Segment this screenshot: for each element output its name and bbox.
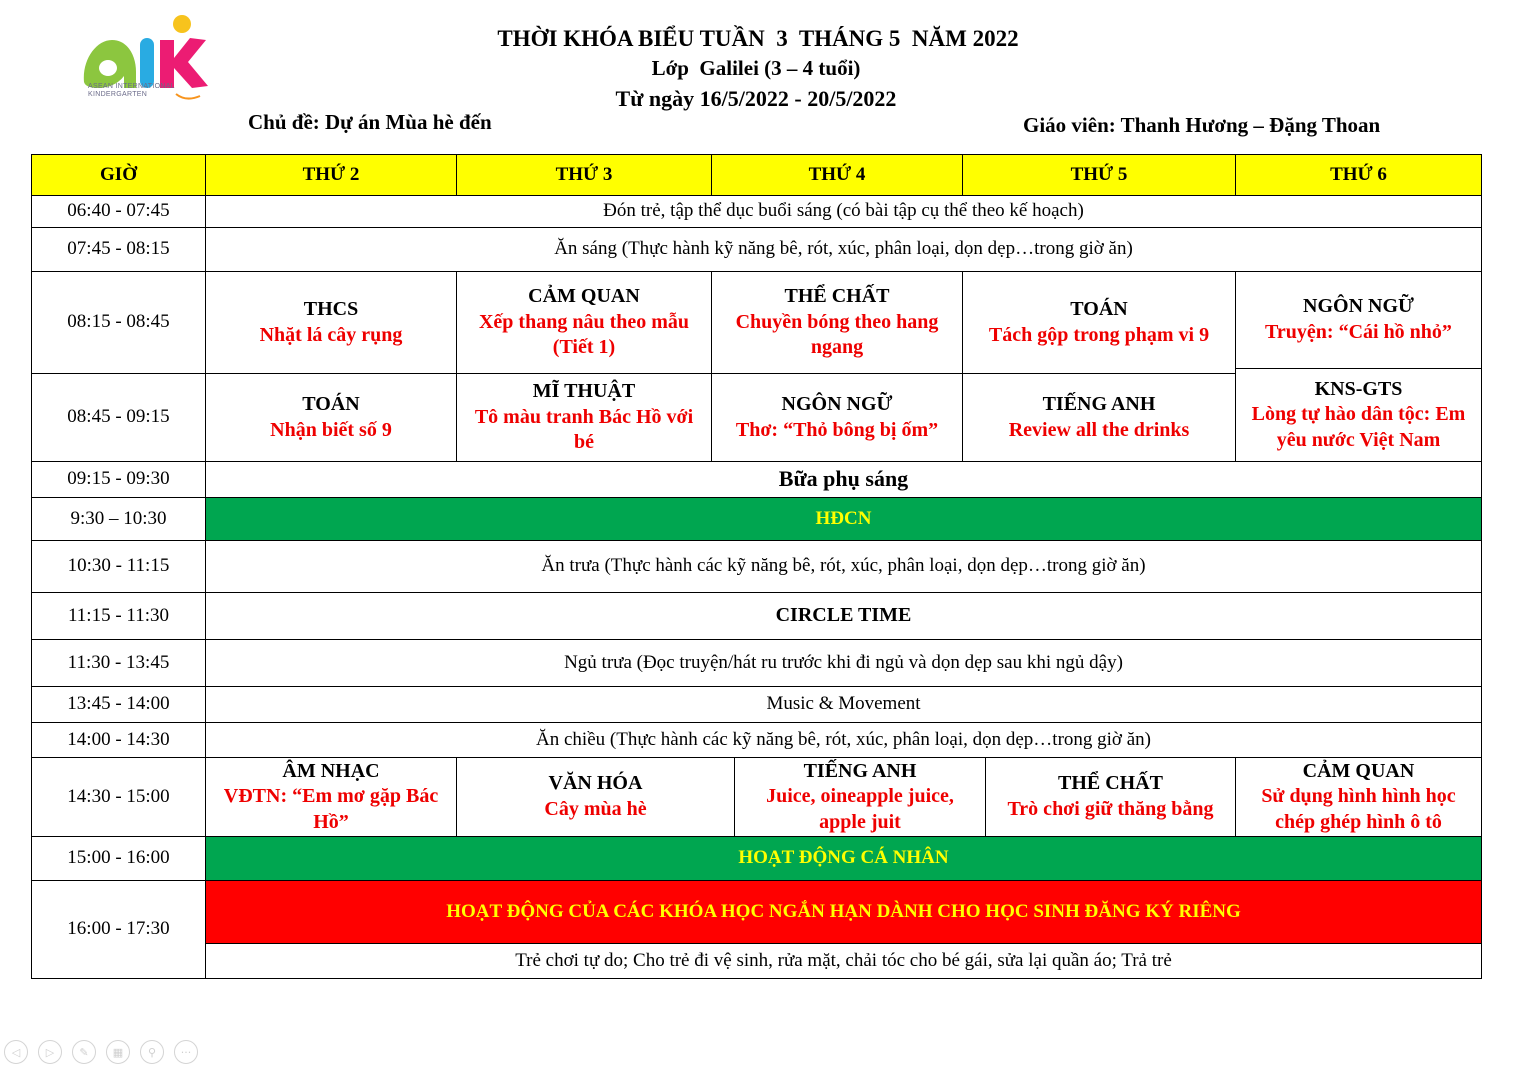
breakfast-row: Ăn sáng (Thực hành kỹ năng bê, rót, xúc, phân loại, dọn dẹp…trong giờ ăn) — [205, 227, 1482, 272]
col-header-tue: THỨ 3 — [456, 154, 712, 196]
time-cell: 08:15 - 08:45 — [31, 271, 206, 374]
page-title: THỜI KHÓA BIỂU TUẦN 3 THÁNG 5 NĂM 2022 — [497, 26, 1019, 51]
time-cell: 09:15 - 09:30 — [31, 461, 206, 498]
slideshow-toolbar — [4, 1040, 198, 1064]
hdcn-row: HĐCN — [205, 497, 1482, 541]
circle-time-row: CIRCLE TIME — [205, 592, 1482, 640]
more-icon[interactable]: ··· — [174, 1040, 198, 1064]
col-header-wed: THỨ 4 — [711, 154, 963, 196]
time-cell: 16:00 - 17:30 — [31, 880, 206, 979]
time-cell: 15:00 - 16:00 — [31, 836, 206, 881]
topic-label: Chủ đề: Dự án Mùa hè đến — [248, 110, 492, 134]
col-header-mon: THỨ 2 — [205, 154, 457, 196]
lesson-cell-fri-1: NGÔN NGỮ Truyện: “Cái hồ nhỏ” — [1235, 271, 1482, 369]
time-cell: 14:00 - 14:30 — [31, 722, 206, 758]
afternoon-snack-row: Ăn chiều (Thực hành các kỹ năng bê, rót, xúc, phân loại, dọn dẹp…trong giờ ăn) — [205, 722, 1482, 758]
short-courses-row: HOẠT ĐỘNG CỦA CÁC KHÓA HỌC NGẮN HẠN DÀNH CHO HỌC SINH ĐĂNG KÝ RIÊNG — [205, 880, 1482, 944]
time-cell: 14:30 - 15:00 — [31, 757, 206, 837]
lesson-cell-mon-2: TOÁN Nhận biết số 9 — [205, 373, 457, 462]
lesson-cell-thu-3: THỂ CHẤT Trò chơi giữ thăng bằng — [985, 757, 1236, 837]
time-cell: 13:45 - 14:00 — [31, 686, 206, 723]
time-cell: 08:45 - 09:15 — [31, 373, 206, 462]
nap-row: Ngủ trưa (Đọc truyện/hát ru trước khi đi ngủ và dọn dẹp sau khi ngủ dậy) — [205, 639, 1482, 687]
lesson-cell-fri-3: CẢM QUAN Sử dụng hình hình học chép ghép hình ô tô — [1235, 757, 1482, 837]
lesson-cell-wed-1: THỂ CHẤT Chuyền bóng theo hang ngang — [711, 271, 963, 374]
pen-icon[interactable]: ✎ — [72, 1040, 96, 1064]
individual-activity-row: HOẠT ĐỘNG CÁ NHÂN — [205, 836, 1482, 881]
time-cell: 9:30 – 10:30 — [31, 497, 206, 541]
time-cell: 06:40 - 07:45 — [31, 195, 206, 228]
col-header-thu: THỨ 5 — [962, 154, 1236, 196]
time-cell: 11:30 - 13:45 — [31, 639, 206, 687]
col-header-fri: THỨ 6 — [1235, 154, 1482, 196]
lesson-cell-thu-1: TOÁN Tách gộp trong phạm vi 9 — [962, 271, 1236, 374]
zoom-icon[interactable]: ⚲ — [140, 1040, 164, 1064]
morning-arrival-row: Đón trẻ, tập thể dục buổi sáng (có bài tập cụ thể theo kế hoạch) — [205, 195, 1482, 228]
time-cell: 10:30 - 11:15 — [31, 540, 206, 593]
time-cell: 11:15 - 11:30 — [31, 592, 206, 640]
lesson-cell-fri-2: KNS-GTS Lòng tự hào dân tộc: Em yêu nước Việt Nam — [1235, 368, 1482, 462]
prev-icon[interactable]: ◁ — [4, 1040, 28, 1064]
snack-row: Bữa phụ sáng — [205, 461, 1482, 498]
date-range: Từ ngày 16/5/2022 - 20/5/2022 — [615, 86, 897, 111]
lesson-cell-mon-1: THCS Nhặt lá cây rụng — [205, 271, 457, 374]
slides-icon[interactable]: ▦ — [106, 1040, 130, 1064]
lesson-cell-wed-2: NGÔN NGỮ Thơ: “Thỏ bông bị ốm” — [711, 373, 963, 462]
logo-caption: ASEAN INTERNATIONAL KINDERGARTEN — [88, 83, 175, 98]
teacher-label: Giáo viên: Thanh Hương – Đặng Thoan — [1023, 113, 1381, 137]
lesson-cell-tue-3: VĂN HÓA Cây mùa hè — [456, 757, 735, 837]
lesson-cell-tue-1: CẢM QUAN Xếp thang nâu theo mẫu (Tiết 1) — [456, 271, 712, 374]
lunch-row: Ăn trưa (Thực hành các kỹ năng bê, rót, xúc, phân loại, dọn dẹp…trong giờ ăn) — [205, 540, 1482, 593]
lesson-cell-thu-2: TIẾNG ANH Review all the drinks — [962, 373, 1236, 462]
class-line: Lớp Galilei (3 – 4 tuổi) — [651, 56, 861, 80]
music-movement-row: Music & Movement — [205, 686, 1482, 723]
lesson-cell-tue-2: MĨ THUẬT Tô màu tranh Bác Hồ với bé — [456, 373, 712, 462]
next-icon[interactable]: ▷ — [38, 1040, 62, 1064]
time-cell: 07:45 - 08:15 — [31, 227, 206, 272]
col-header-time: GIỜ — [31, 154, 206, 196]
lesson-cell-wed-3: TIẾNG ANH Juice, oineapple juice, apple juit — [734, 757, 986, 837]
free-play-pickup-row: Trẻ chơi tự do; Cho trẻ đi vệ sinh, rửa mặt, chải tóc cho bé gái, sửa lại quần áo; Trả trẻ — [205, 943, 1482, 979]
lesson-cell-mon-3: ÂM NHẠC VĐTN: “Em mơ gặp Bác Hồ” — [205, 757, 457, 837]
